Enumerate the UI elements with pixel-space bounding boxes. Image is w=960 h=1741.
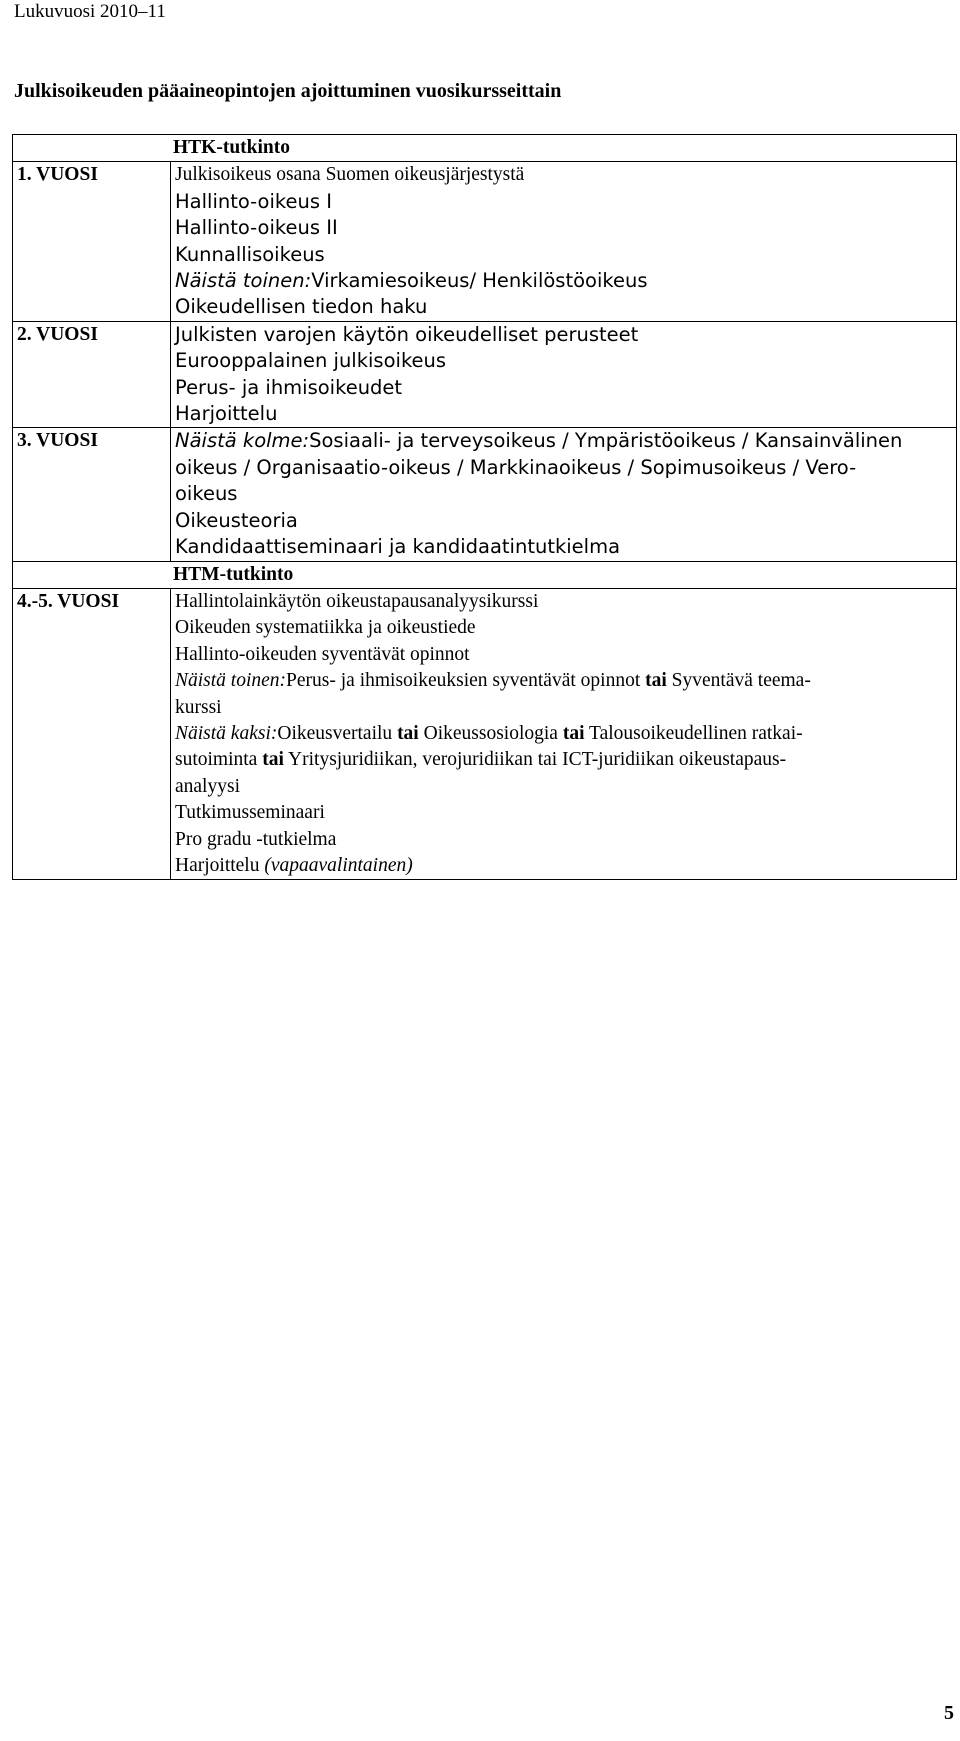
year3-row [13, 428, 957, 561]
year3-label: 3. VUOSI [13, 428, 171, 561]
or-word: tai [262, 749, 284, 771]
year2-row [13, 321, 957, 428]
choice-text: sutoiminta [175, 749, 263, 771]
or-word: tai [397, 722, 419, 744]
choice-text: Perus- ja ihmisoikeuksien syventävät opinnot [286, 670, 646, 692]
year2-courses [171, 321, 957, 428]
htm-heading-row [13, 561, 957, 588]
course-text: Harjoittelu [175, 854, 265, 876]
choice-continuation: oikeus [175, 482, 238, 506]
course-item: Kunnallisoikeus [175, 242, 325, 266]
htm-heading: HTM-tutkinto [13, 561, 957, 588]
choice-text: Virkamiesoikeus/ Henkilöstöoikeus [311, 269, 648, 293]
year2-label: 2. VUOSI [13, 321, 171, 428]
choice-item [175, 721, 952, 747]
year1-courses [171, 162, 957, 321]
choice-continuation: analyysi [175, 775, 240, 797]
page-number: 5 [944, 1702, 954, 1724]
choice-prefix: Näistä kolme: [175, 429, 310, 453]
choice-prefix: Näistä toinen: [175, 269, 312, 293]
htk-heading: HTK-tutkinto [13, 135, 957, 162]
year45-courses [171, 588, 957, 879]
choice-text: Syventävä teema- [666, 670, 811, 692]
running-header: Lukuvuosi 2010–11 [14, 1, 166, 22]
course-item: Harjoittelu [175, 402, 278, 426]
choice-item [175, 428, 952, 454]
course-item: Julkisoikeus osana Suomen oikeusjärjestystä [175, 164, 525, 186]
choice-text: Yritysjuridiikan, verojuridiikan tai ICT-juridiikan oikeustapaus- [283, 749, 787, 771]
year3-courses [171, 428, 957, 561]
course-item: Julkisten varojen käytön oikeudelliset perusteet [175, 322, 639, 346]
choice-prefix: Näistä toinen: [175, 670, 287, 692]
course-note: (vapaavalintainen) [264, 854, 413, 876]
year45-label: 4.-5. VUOSI [13, 588, 171, 879]
choice-continuation: kurssi [175, 696, 222, 718]
course-item: Hallintolainkäytön oikeustapausanalyysikurssi [175, 590, 539, 612]
or-word: tai [645, 670, 667, 692]
course-item: Pro gradu -tutkielma [175, 828, 337, 850]
page-title: Julkisoikeuden pääaineopintojen ajoittuminen vuosikursseittain [14, 80, 562, 102]
course-item: Perus- ja ihmisoikeudet [175, 375, 403, 399]
choice-prefix: Näistä kaksi: [175, 722, 278, 744]
choice-text: Oikeussosiologia [418, 722, 563, 744]
study-plan-table [12, 134, 957, 880]
or-word: tai [562, 722, 585, 744]
course-item: Oikeuden systematiikka ja oikeustiede [175, 617, 476, 639]
course-item: Oikeudellisen tiedon haku [175, 295, 428, 319]
choice-continuation [175, 747, 952, 773]
choice-item [175, 268, 952, 294]
course-item: Hallinto-oikeuden syventävät opinnot [175, 643, 470, 665]
course-item: Kandidaattiseminaari ja kandidaatintutkielma [175, 535, 621, 559]
course-item: Eurooppalainen julkisoikeus [175, 349, 447, 373]
course-item: Hallinto-oikeus II [175, 216, 338, 240]
htk-heading-row [13, 135, 957, 162]
course-item: Oikeusteoria [175, 508, 298, 532]
course-item [175, 853, 952, 879]
choice-item [175, 668, 952, 694]
choice-text: Oikeusvertailu [277, 722, 398, 744]
course-item: Tutkimusseminaari [175, 802, 325, 824]
choice-text: Sosiaali- ja terveysoikeus / Ympäristöoikeus / Kansainvälinen [309, 429, 903, 453]
choice-continuation: oikeus / Organisaatio-oikeus / Markkinaoikeus / Sopimusoikeus / Vero- [175, 455, 857, 479]
year1-row [13, 162, 957, 321]
year45-row [13, 588, 957, 879]
year1-label: 1. VUOSI [13, 162, 171, 321]
choice-text: Talousoikeudellinen ratkai- [584, 722, 803, 744]
course-item: Hallinto-oikeus I [175, 189, 332, 213]
